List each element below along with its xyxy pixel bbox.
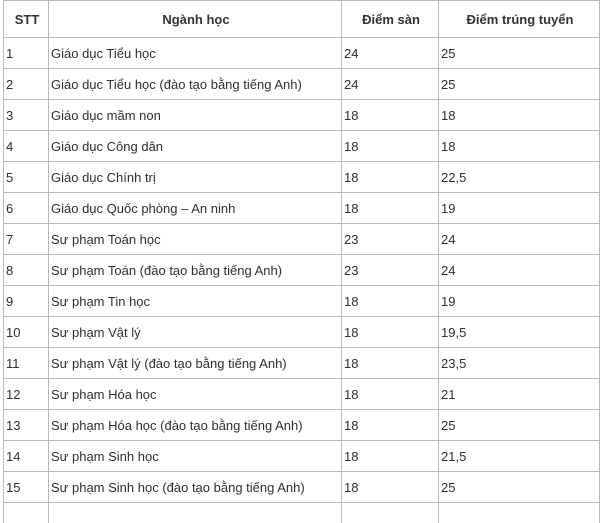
table-row [4, 69, 600, 100]
cell-floor-score: 18 [342, 162, 439, 193]
cell-admission-score: 24 [439, 224, 600, 255]
table-row [4, 441, 600, 472]
cell-floor-score: 18 [342, 410, 439, 441]
table-row [4, 379, 600, 410]
cell-empty [342, 503, 439, 523]
cell-floor-score: 23 [342, 224, 439, 255]
cell-stt: 14 [4, 441, 49, 472]
cell-admission-score: 25 [439, 69, 600, 100]
cell-admission-score: 22,5 [439, 162, 600, 193]
cell-major: Sư phạm Hóa học (đào tạo bằng tiếng Anh) [49, 410, 342, 441]
table-row [4, 162, 600, 193]
cell-admission-score: 21 [439, 379, 600, 410]
table-body [4, 38, 600, 523]
cell-major: Giáo dục Quốc phòng – An ninh [49, 193, 342, 224]
cell-admission-score: 19 [439, 286, 600, 317]
cell-floor-score: 18 [342, 317, 439, 348]
table-row [4, 224, 600, 255]
cell-floor-score: 18 [342, 131, 439, 162]
cell-stt: 7 [4, 224, 49, 255]
cell-admission-score: 21,5 [439, 441, 600, 472]
cell-stt: 15 [4, 472, 49, 503]
cell-floor-score: 18 [342, 472, 439, 503]
cell-major: Sư phạm Sinh học [49, 441, 342, 472]
cell-stt: 12 [4, 379, 49, 410]
cell-admission-score: 19,5 [439, 317, 600, 348]
cell-admission-score: 25 [439, 38, 600, 69]
cell-empty [4, 503, 49, 523]
cell-stt: 4 [4, 131, 49, 162]
cell-stt: 2 [4, 69, 49, 100]
cell-floor-score: 24 [342, 69, 439, 100]
cell-floor-score: 23 [342, 255, 439, 286]
cell-major: Sư phạm Toán (đào tạo bằng tiếng Anh) [49, 255, 342, 286]
cell-stt: 13 [4, 410, 49, 441]
cell-empty [439, 503, 600, 523]
table-row [4, 348, 600, 379]
header-floor-score: Điểm sàn [342, 1, 439, 38]
header-stt: STT [4, 1, 49, 38]
cell-major: Giáo dục Tiểu học (đào tạo bằng tiếng Anh) [49, 69, 342, 100]
table-row-partial [4, 503, 600, 523]
cell-admission-score: 25 [439, 472, 600, 503]
table-row [4, 317, 600, 348]
cell-major: Giáo dục Tiểu học [49, 38, 342, 69]
cell-stt: 8 [4, 255, 49, 286]
table-row [4, 255, 600, 286]
cell-admission-score: 18 [439, 131, 600, 162]
cell-floor-score: 18 [342, 348, 439, 379]
table-row [4, 472, 600, 503]
cell-floor-score: 24 [342, 38, 439, 69]
header-admission-score: Điểm trúng tuyển [439, 1, 600, 38]
table-row [4, 38, 600, 69]
cell-floor-score: 18 [342, 379, 439, 410]
cell-stt: 6 [4, 193, 49, 224]
cell-admission-score: 18 [439, 100, 600, 131]
cell-floor-score: 18 [342, 193, 439, 224]
table-row [4, 100, 600, 131]
cell-stt: 3 [4, 100, 49, 131]
cell-major: Sư phạm Hóa học [49, 379, 342, 410]
cell-stt: 5 [4, 162, 49, 193]
cell-admission-score: 24 [439, 255, 600, 286]
cell-stt: 10 [4, 317, 49, 348]
cell-major: Sư phạm Vật lý [49, 317, 342, 348]
cell-admission-score: 19 [439, 193, 600, 224]
admission-scores-table [3, 0, 600, 523]
cell-admission-score: 23,5 [439, 348, 600, 379]
cell-major: Giáo dục Chính trị [49, 162, 342, 193]
cell-empty [49, 503, 342, 523]
cell-stt: 1 [4, 38, 49, 69]
cell-major: Sư phạm Sinh học (đào tạo bằng tiếng Anh) [49, 472, 342, 503]
cell-admission-score: 25 [439, 410, 600, 441]
cell-major: Sư phạm Toán học [49, 224, 342, 255]
table-row [4, 410, 600, 441]
table-row [4, 131, 600, 162]
cell-floor-score: 18 [342, 100, 439, 131]
cell-major: Sư phạm Tin học [49, 286, 342, 317]
cell-major: Giáo dục Công dân [49, 131, 342, 162]
table-header-row [4, 1, 600, 38]
cell-stt: 9 [4, 286, 49, 317]
cell-major: Giáo dục mầm non [49, 100, 342, 131]
cell-major: Sư phạm Vật lý (đào tạo bằng tiếng Anh) [49, 348, 342, 379]
header-major: Ngành học [49, 1, 342, 38]
cell-floor-score: 18 [342, 441, 439, 472]
table-row [4, 193, 600, 224]
cell-stt: 11 [4, 348, 49, 379]
cell-floor-score: 18 [342, 286, 439, 317]
table-row [4, 286, 600, 317]
